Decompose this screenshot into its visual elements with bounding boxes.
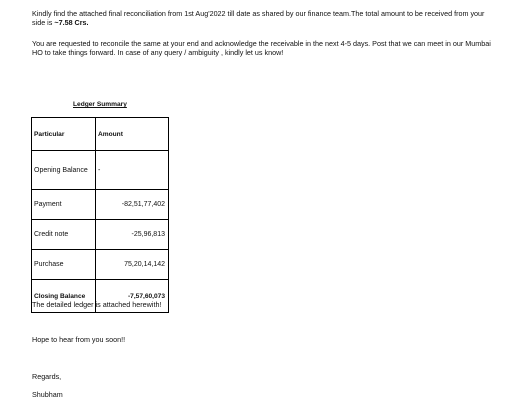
- closing-balance-label: Closing Balance: [32, 280, 96, 313]
- row-amount: -25,96,813: [96, 220, 169, 250]
- row-amount: -82,51,77,402: [96, 190, 169, 220]
- table-row: [32, 190, 169, 220]
- closing-remark: Hope to hear from you soon!!: [32, 335, 126, 344]
- row-particular: Opening Balance: [32, 151, 96, 190]
- header-amount: Amount: [96, 118, 169, 151]
- regards-text: Regards,: [32, 372, 62, 381]
- ledger-summary-table: [31, 117, 169, 313]
- row-amount: -: [96, 151, 169, 190]
- row-particular: Payment: [32, 190, 96, 220]
- row-amount: 75,20,14,142: [96, 250, 169, 280]
- table-row: [32, 151, 169, 190]
- table-header-row: [32, 118, 169, 151]
- ledger-summary-title: Ledger Summary: [73, 101, 127, 108]
- row-particular: Purchase: [32, 250, 96, 280]
- table-row: [32, 250, 169, 280]
- intro-text: Kindly find the attached final reconciliation from 1st Aug'2022 till date as shared by our finance team.The total amount to be received from your side is: [32, 9, 485, 28]
- attachment-note: The detailed ledger is attached herewith!: [32, 300, 162, 309]
- intro-paragraph: [32, 9, 497, 27]
- amount-due: ~7.58 Crs.: [54, 18, 89, 28]
- closing-balance-amount: -7,57,60,073: [96, 280, 169, 313]
- signature-name: Shubham: [32, 390, 63, 399]
- table-row: [32, 220, 169, 250]
- row-particular: Credit note: [32, 220, 96, 250]
- header-particular: Particular: [32, 118, 96, 151]
- request-paragraph: You are requested to reconcile the same at your end and acknowledge the receivable in the next 4-5 days. Post that we can meet in our Mumbai HO to take things forward. In case of any query / ambiguity , kindly let us know!: [32, 39, 491, 58]
